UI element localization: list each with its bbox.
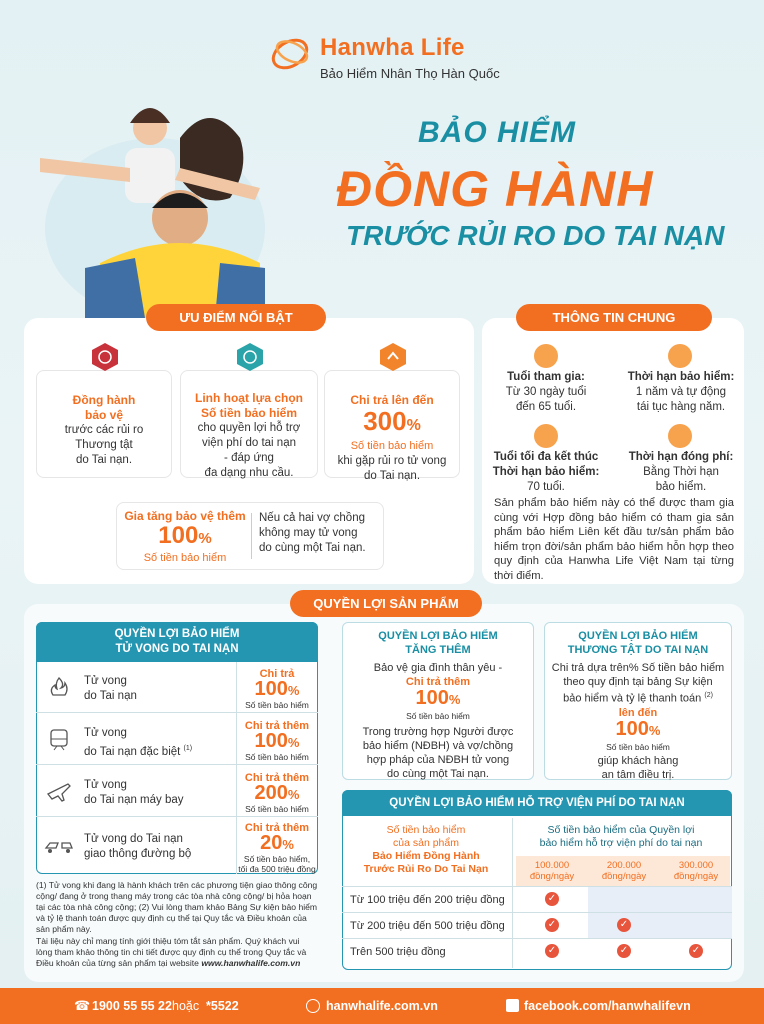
check-icon: ✓	[617, 944, 631, 958]
extra-benefit-intro: Bảo vệ gia đình thân yêu -	[373, 662, 503, 674]
general-item-3-value: 70 tuổi.	[527, 481, 565, 493]
hospital-col2: Số tiền bảo hiểm của Quyền lợi bảo hiểm hỗ trợ viện phí do tai nạn	[539, 824, 703, 849]
death-row-2-text	[84, 726, 192, 760]
extra-box	[342, 622, 534, 780]
general-item-1-label: Tuổi tham gia:	[507, 371, 585, 383]
death-row-4-sub: Số tiền bảo hiểm, tối đa 500 triệu đồng	[238, 854, 316, 874]
car-crash-icon	[44, 834, 74, 856]
highlights-title: ƯU ĐIỂM NỔI BẬT	[146, 304, 326, 331]
disclaimer-text: Tài liệu này chỉ mang tính giới thiệu tóm tắt sản phẩm. Quý khách vui lòng tham khảo thông tin chi tiết được quy định cụ thể trong Quy tắc và Điều khoản của từng sản phẩm tại website	[36, 936, 307, 968]
general-item-3-label: Tuổi tối đa kết thúc Thời hạn bảo hiểm:	[492, 451, 600, 478]
death-row-3-sub: Số tiền bảo hiểm	[245, 804, 309, 814]
extra-benefit-pre: Chi trả thêm	[405, 676, 471, 688]
people-icon	[534, 424, 558, 448]
hospital-row-1-label: Từ 100 triệu đến 200 triệu đồng	[350, 894, 505, 906]
train-icon	[48, 728, 70, 752]
benefits-title: QUYỀN LỢI SẢN PHẨM	[290, 590, 482, 617]
hospital-col1-a: Số tiền bảo hiểm của sản phẩm	[386, 824, 466, 849]
death-row-2-sup: (1)	[183, 745, 193, 752]
check-icon: ✓	[545, 892, 559, 906]
highlight-card-3-sub: Số tiền bảo hiểm	[350, 440, 434, 452]
brand-name: Hanwha Life	[320, 34, 465, 61]
headline-line1: BẢO HIỂM	[418, 116, 576, 149]
brand-subtitle: Bảo Hiểm Nhân Thọ Hàn Quốc	[320, 66, 500, 81]
general-note: Sản phẩm bảo hiểm này có thể được tham gia cùng với Hợp đồng bảo hiểm có tham gia sản phẩm bảo hiểm Liên kết đầu tư/sản phẩm bảo hiểm trọn đời/sản phẩm bảo hiểm hỗn hợp theo quy định của Hanwha Life Việt Nam tại từng thời điểm.	[494, 497, 734, 582]
divider	[236, 662, 237, 874]
highlight-card-3-pre: Chi trả lên đến	[350, 393, 434, 407]
injury-sub: Số tiền bảo hiểm	[606, 741, 670, 752]
divider	[342, 938, 732, 939]
death-row-4-unit: %	[282, 837, 294, 852]
divider	[342, 912, 732, 913]
check-icon: ✓	[545, 944, 559, 958]
highlight-extra-card	[116, 502, 384, 570]
death-row-1-unit: %	[287, 683, 300, 698]
footer-or: hoặc	[172, 999, 200, 1013]
general-item-4-value: Bằng Thời hạn bảo hiểm.	[643, 466, 719, 493]
check-icon: ✓	[617, 918, 631, 932]
injury-pre: lên đến	[618, 706, 658, 719]
injury-title: QUYỀN LỢI BẢO HIỂM THƯƠNG TẬT DO TAI NẠN	[567, 630, 709, 656]
family-icon	[534, 344, 558, 368]
disclaimer	[36, 936, 318, 969]
divider	[36, 816, 318, 817]
footer-web[interactable]: hanwhalife.com.vn	[326, 999, 438, 1013]
extra-body: Nếu cả hai vợ chồng không may tử vong do cùng một Tai nạn.	[259, 512, 366, 554]
death-row-3-big: 200	[254, 782, 288, 804]
check-icon: ✓	[689, 944, 703, 958]
divider	[36, 764, 318, 765]
death-row-1-big: 100	[254, 678, 288, 700]
divider	[36, 712, 318, 713]
shield-up-icon	[380, 343, 406, 371]
highlight-card-1	[36, 370, 172, 478]
death-row-2-sub: Số tiền bảo hiểm	[245, 752, 309, 762]
highlight-card-1-title: Đồng hành bảo vệ	[72, 393, 136, 422]
extra-big: 100	[158, 522, 199, 549]
highlight-card-2	[180, 370, 318, 478]
hospital-option-3: 300.000 đồng/ngày	[673, 860, 719, 882]
hospital-option-1: 100.000 đồng/ngày	[529, 860, 575, 882]
footer-phone[interactable]: 1900 55 55 22	[92, 999, 172, 1013]
plane-icon	[46, 780, 72, 802]
general-item-1	[496, 370, 596, 415]
hospital-option-2: 200.000 đồng/ngày	[601, 860, 647, 882]
general-item-2-value: 1 năm và tự động tái tục hàng năm.	[635, 386, 727, 413]
highlight-card-3-unit: %	[406, 417, 421, 434]
death-row-3-unit: %	[287, 787, 300, 802]
highlight-card-1-body: trước các rủi ro Thương tật do Tai nạn.	[64, 424, 144, 466]
hospital-col1	[346, 824, 506, 876]
extra-title: Gia tăng bảo vệ thêm	[124, 509, 246, 523]
brand-logo	[268, 30, 528, 86]
extra-benefit-big: 100	[415, 687, 449, 709]
footer-fb[interactable]: facebook.com/hanwhalifevn	[524, 999, 691, 1013]
general-item-3	[490, 450, 602, 495]
divider	[512, 818, 513, 968]
death-row-2-label: Tử vong do Tai nạn đặc biệt	[84, 727, 181, 758]
shield-heart-icon	[92, 343, 118, 371]
death-row-1-sub: Số tiền bảo hiểm	[245, 700, 309, 710]
highlight-card-2-body: cho quyền lợi hỗ trợ viện phí do tai nạn - đáp ứng đa dạng nhu cầu.	[197, 422, 301, 479]
general-item-4	[622, 450, 740, 495]
footer	[0, 988, 764, 1024]
check-icon: ✓	[545, 918, 559, 932]
injury-big: 100	[615, 717, 649, 740]
extra-benefit-body: Trong trường hợp Người được bảo hiểm (NĐBH) và vợ/chồng hợp pháp của NĐBH tử vong do cùng một Tai nạn.	[362, 726, 514, 780]
injury-body: Chi trả dựa trên% Số tiền bảo hiểm theo quy định tại bảng Sự kiện bảo hiểm và tỷ lệ thanh toán	[551, 662, 725, 705]
highlight-card-3	[324, 370, 460, 482]
death-row-2-big: 100	[254, 730, 288, 752]
general-item-1-value: Từ 30 ngày tuổi đến 65 tuổi.	[505, 386, 587, 413]
general-item-2-label: Thời hạn bảo hiểm:	[627, 371, 735, 383]
web-icon	[306, 999, 320, 1013]
death-row-4-label: Tử vong do Tai nạn giao thông đường bộ	[84, 833, 192, 860]
hospital-row-3-label: Trên 500 triệu đồng	[350, 946, 446, 958]
extra-benefit-unit: %	[448, 692, 461, 707]
extra-benefit-sub: Số tiền bảo hiểm	[406, 711, 470, 721]
death-title: QUYỀN LỢI BẢO HIỂM TỬ VONG DO TAI NẠN	[36, 622, 318, 662]
headline-line3: TRƯỚC RỦI RO DO TAI NẠN	[346, 220, 725, 251]
death-row-1-label: Tử vong do Tai nạn	[84, 675, 137, 702]
shield-money-icon	[237, 343, 263, 371]
hospital-empty-bg-2	[660, 912, 732, 938]
general-title: THÔNG TIN CHUNG	[516, 304, 712, 331]
death-row-3-pre: Chi trả thêm	[244, 772, 310, 784]
death-row-3-label: Tử vong do Tai nạn máy bay	[84, 779, 184, 806]
death-row-2-pre: Chi trả thêm	[244, 720, 310, 732]
extra-unit: %	[198, 530, 212, 547]
family-photo	[30, 88, 280, 318]
general-item-4-label: Thời hạn đóng phí:	[628, 451, 734, 463]
hanwha-logo-icon	[268, 30, 316, 78]
footer-short[interactable]: *5522	[206, 999, 239, 1013]
fire-icon	[46, 676, 72, 698]
death-row-1-pre: Chi trả	[259, 668, 295, 680]
facebook-icon	[506, 999, 519, 1012]
injury-tail: giúp khách hàng an tâm điều trị.	[597, 754, 679, 781]
extra-sub: Số tiền bảo hiểm	[143, 552, 227, 564]
death-row-4-pre: Chi trả thêm	[244, 822, 310, 834]
phone-icon: ☎	[74, 998, 91, 1013]
highlight-card-3-big: 300	[363, 406, 407, 436]
injury-sup: (2)	[704, 692, 713, 699]
death-row-4-big: 20	[260, 832, 283, 854]
injury-box	[544, 622, 732, 780]
highlight-card-3-body: khi gặp rủi ro tử vong do Tai nạn.	[337, 455, 447, 482]
death-row-2-unit: %	[287, 735, 300, 750]
hospital-row-2-label: Từ 200 triệu đến 500 triệu đồng	[350, 920, 505, 932]
website-link[interactable]: www.hanwhalife.com.vn	[201, 958, 301, 968]
hospital-title: QUYỀN LỢI BẢO HIỂM HỖ TRỢ VIỆN PHÍ DO TAI NẠN	[342, 790, 732, 816]
footnotes: (1) Tử vong khi đang là hành khách trên các phương tiện giao thông công cộng/ đang ở trong thang máy trong các tòa nhà công cộng/ bị hỏa hoạn tại các tòa nhà công cộng; (2) Vui lòng tham khảo Bảng Sự kiện bảo hiểm và tỷ lệ thanh toán được quy định cụ thể tại Quy tắc và Điều khoản của sản phẩm này.	[36, 880, 318, 934]
headline-line2: ĐỒNG HÀNH	[336, 161, 654, 217]
card-icon	[668, 424, 692, 448]
divider	[251, 513, 252, 559]
calendar-icon	[668, 344, 692, 368]
general-item-2	[622, 370, 740, 415]
highlight-card-2-title: Linh hoạt lựa chọn Số tiền bảo hiểm	[194, 391, 304, 420]
hospital-col1-b: Bảo Hiểm Đồng Hành Trước Rủi Ro Do Tai Nạn	[363, 850, 489, 875]
extra-benefit-title: QUYỀN LỢI BẢO HIỂM TĂNG THÊM	[378, 630, 498, 656]
injury-unit: %	[648, 722, 661, 738]
divider	[342, 886, 732, 887]
